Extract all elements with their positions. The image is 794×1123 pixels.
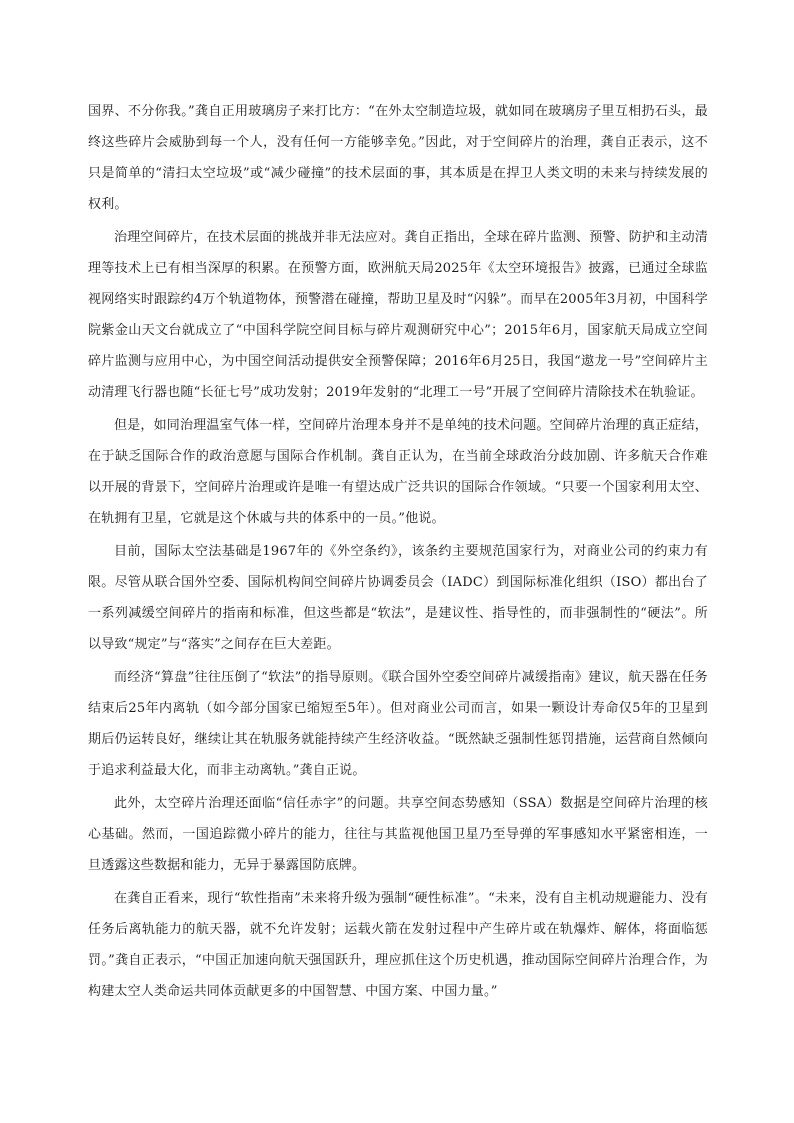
article-body: [88, 96, 708, 1009]
paragraph-4: 目前，国际太空法基础是1967年的《外空条约》，该条约主要规范国家行为，对商业公司的约束力有限。尽管从联合国外空委、国际机构间空间碎片协调委员会（IADC）到国际标准化组织（ISO）都出台了一系列减缓空间碎片的指南和标准，但这些都是“软法”，是建议性、指导性的，而非强制性的“硬法”。所以导致“规定”与“落实”之间存在巨大差距。: [88, 544, 708, 652]
paragraph-5: 而经济“算盘”往往压倒了“软法”的指导原则。《联合国外空委空间碎片减缓指南》建议，航天器在任务结束后25年内离轨（如今部分国家已缩短至5年）。但对商业公司而言，如果一颗设计寿命仅5年的卫星到期后仍运转良好，继续让其在轨服务就能持续产生经济收益。“既然缺乏强制性惩罚措施，运营商自然倾向于追求利益最大化，而非主动离轨。”龚自正说。: [88, 670, 708, 778]
paragraph-1: 国界、不分你我。”龚自正用玻璃房子来打比方：“在外太空制造垃圾，就如同在玻璃房子里互相扔石头，最终这些碎片会威胁到每一个人，没有任何一方能够幸免。”因此，对于空间碎片的治理，龚自正表示，这不只是简单的“清扫太空垃圾”或“减少碰撞”的技术层面的事，其本质是在捍卫人类文明的未来与持续发展的权利。: [88, 104, 708, 212]
paragraph-3: 但是，如同治理温室气体一样，空间碎片治理本身并不是单纯的技术问题。空间碎片治理的真正症结，在于缺乏国际合作的政治意愿与国际合作机制。龚自正认为，在当前全球政治分歧加剧、许多航天合作难以开展的背景下，空间碎片治理或许是唯一有望达成广泛共识的国际合作领域。“只要一个国家利用太空、在轨拥有卫星，它就是这个休戚与共的体系中的一员。”他说。: [88, 418, 709, 526]
paragraph-7: 在龚自正看来，现行“软性指南”未来将升级为强制“硬性标准”。“未来，没有自主机动规避能力、没有任务后离轨能力的航天器，就不允许发射；运载火箭在发射过程中产生碎片或在轨爆炸、解体，将面临惩罚。”龚自正表示，“中国正加速向航天强国跃升，理应抓住这个历史机遇，推动国际空间碎片治理合作，为构建太空人类命运共同体贡献更多的中国智慧、中国方案、中国力量。”: [88, 891, 708, 999]
paragraph-6: 此外，太空碎片治理还面临“信任赤字”的问题。共享空间态势感知（SSA）数据是空间碎片治理的核心基础。然而，一国追踪微小碎片的能力，往往与其监视他国卫星乃至导弹的军事感知水平紧密相连，一旦透露这些数据和能力，无异于暴露国防底牌。: [88, 796, 708, 873]
paragraph-2: 治理空间碎片，在技术层面的挑战并非无法应对。龚自正指出，全球在碎片监测、预警、防护和主动清理等技术上已有相当深厚的积累。在预警方面，欧洲航天局2025年《太空环境报告》披露，已通过全球监视网络实时跟踪约4万个轨道物体，预警潜在碰撞，帮助卫星及时“闪躲”。而早在2005年3月初，中国科学院紫金山天文台就成立了“中国科学院空间目标与碎片观测研究中心”；2015年6月，国家航天局成立空间碎片监测与应用中心，为中国空间活动提供安全预警保障；2016年6月25日，我国“遨龙一号”空间碎片主动清理飞行器也随“长征七号”成功发射；2019年发射的“北理工一号”开展了空间碎片清除技术在轨验证。: [88, 230, 709, 400]
